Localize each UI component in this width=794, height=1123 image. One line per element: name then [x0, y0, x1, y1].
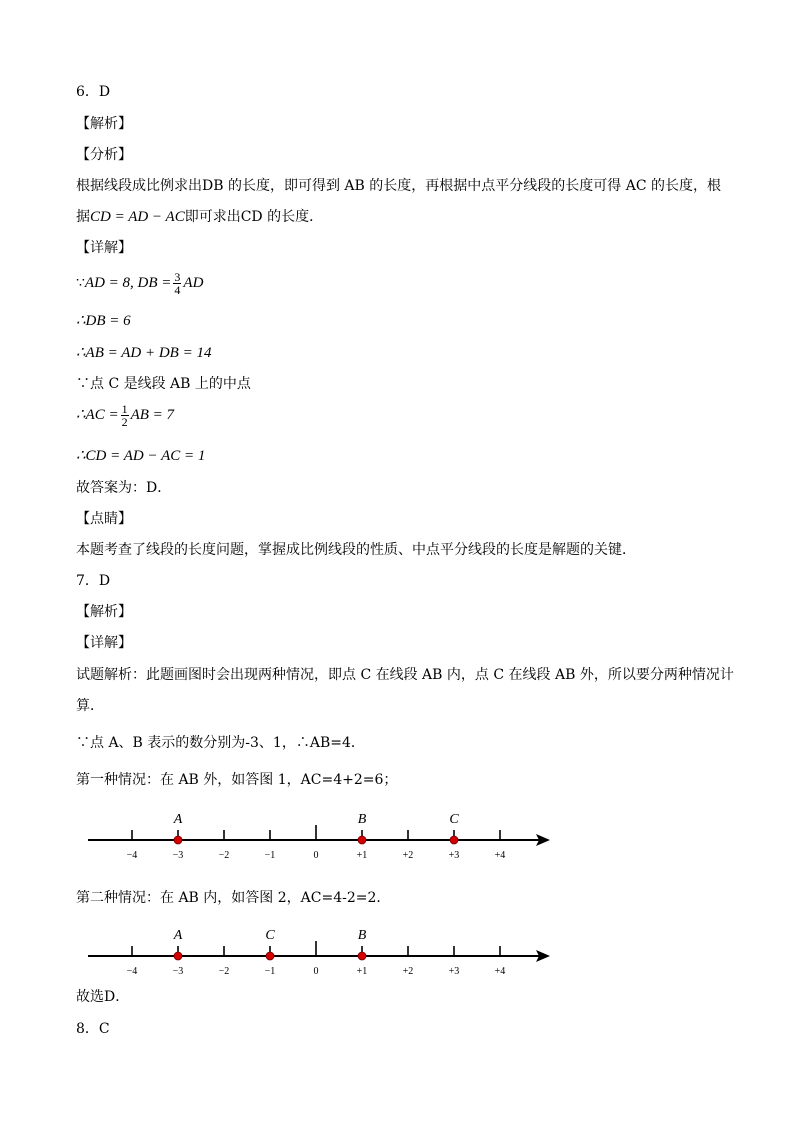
q6-analysis-line2-pre: 据: [76, 209, 90, 225]
q7-line2: 算．: [76, 698, 104, 714]
q6-fenxi-heading: 【分析】: [76, 147, 132, 163]
nl1-tick-label: 0: [313, 850, 319, 861]
q6-step2: ∴DB = 6: [76, 313, 131, 329]
q7-case1: 第一种情况：在 AB 外，如答图 1，AC=4+2=6；: [76, 772, 398, 788]
q6-step1-fraction: [173, 271, 181, 296]
nl1-tick-label: +3: [448, 850, 460, 861]
q6-analysis-line2: [76, 208, 323, 226]
nl2-tick-label: +2: [402, 966, 414, 977]
q7-xiangjie-heading: 【详解】: [76, 635, 132, 651]
nl2-tick-label: +4: [494, 966, 506, 977]
nl2-point-label-a: A: [173, 928, 183, 943]
q6-comment: 本题考查了线段的长度问题，掌握成比例线段的性质、中点平分线段的长度是解题的关键．: [76, 542, 636, 558]
nl2-tick-label: +3: [448, 966, 460, 977]
q6-step1-because: ∵: [76, 275, 85, 291]
q6-step1: [76, 270, 203, 296]
q6-step1-denominator: 4: [174, 282, 181, 297]
nl1-tick-label: −2: [218, 850, 230, 861]
q6-answer: 6．D: [76, 84, 111, 100]
nl1-tick-label: −4: [126, 850, 138, 861]
nl1-point-b: [358, 836, 366, 844]
q6-xiangjie-heading: 【详解】: [76, 240, 132, 256]
nl1-point-a: [174, 836, 182, 844]
q6-analysis-line2-post: 即可求出CD 的长度．: [184, 209, 324, 225]
q6-step5-post: AB = 7: [130, 407, 175, 423]
nl2-point-c: [266, 952, 274, 960]
q6-step1-post: AD: [183, 275, 204, 291]
q6-analysis-formula: CD = AD − AC: [90, 209, 185, 225]
q6-step5: [76, 402, 174, 428]
q6-step6: ∴CD = AD − AC = 1: [76, 448, 206, 464]
nl1-tick-label: −3: [172, 850, 184, 861]
number-line-1: [80, 800, 560, 866]
q6-step5-numerator: 1: [121, 401, 128, 416]
nl2-tick-label: −3: [172, 966, 184, 977]
nl2-tick-label: −4: [126, 966, 138, 977]
nl2-tick-label: −1: [264, 966, 276, 977]
nl1-point-label-a: A: [173, 812, 183, 827]
q6-step1-numerator: 3: [174, 269, 181, 284]
nl2-point-label-b: B: [357, 928, 367, 943]
q7-line1: 试题解析：此题画图时会出现两种情况，即点 C 在线段 AB 内，点 C 在线段 AB 外，所以要分两种情况计: [76, 667, 734, 683]
q6-step1-math: AD = 8, DB =: [84, 275, 172, 291]
q8-answer: 8．C: [76, 1021, 110, 1037]
q6-step5-denominator: 2: [121, 414, 128, 429]
q7-jiexi-heading: 【解析】: [76, 604, 132, 620]
q6-step4: ∵点 C 是线段 AB 上的中点: [76, 376, 251, 392]
nl1-tick-label: −1: [264, 850, 276, 861]
nl2-point-a: [174, 952, 182, 960]
q6-jiexi-heading: 【解析】: [76, 116, 132, 132]
q6-step5-pre: ∴AC =: [76, 407, 119, 423]
q7-case2: 第二种情况：在 AB 内，如答图 2，AC=4-2=2．: [76, 890, 391, 906]
q6-analysis-line1: 根据线段成比例求出DB 的长度，即可得到 AB 的长度，再根据中点平分线段的长度可得 AC 的长度，根: [76, 178, 721, 194]
nl2-tick-label: +1: [356, 966, 368, 977]
nl1-tick-label: +4: [494, 850, 506, 861]
q6-dianjing-heading: 【点睛】: [76, 511, 132, 527]
nl1-tick-label: +2: [402, 850, 414, 861]
nl2-point-label-c: C: [265, 928, 275, 943]
q7-conclusion: 故选D．: [76, 989, 130, 1005]
q6-conclusion: 故答案为：D．: [76, 480, 172, 496]
q6-step5-fraction: [121, 403, 129, 428]
q6-step3: ∴AB = AD + DB = 14: [76, 345, 212, 361]
nl1-point-label-b: B: [357, 812, 367, 827]
nl2-tick-label: 0: [313, 966, 319, 977]
nl2-point-b: [358, 952, 366, 960]
nl1-point-c: [450, 836, 458, 844]
nl1-point-label-c: C: [449, 812, 459, 827]
number-line-2: [80, 916, 560, 982]
nl1-tick-label: +1: [356, 850, 368, 861]
nl2-tick-label: −2: [218, 966, 230, 977]
q7-answer: 7．D: [76, 573, 111, 589]
q7-line3: ∵点 A、B 表示的数分别为-3、1，∴AB=4．: [76, 735, 365, 751]
